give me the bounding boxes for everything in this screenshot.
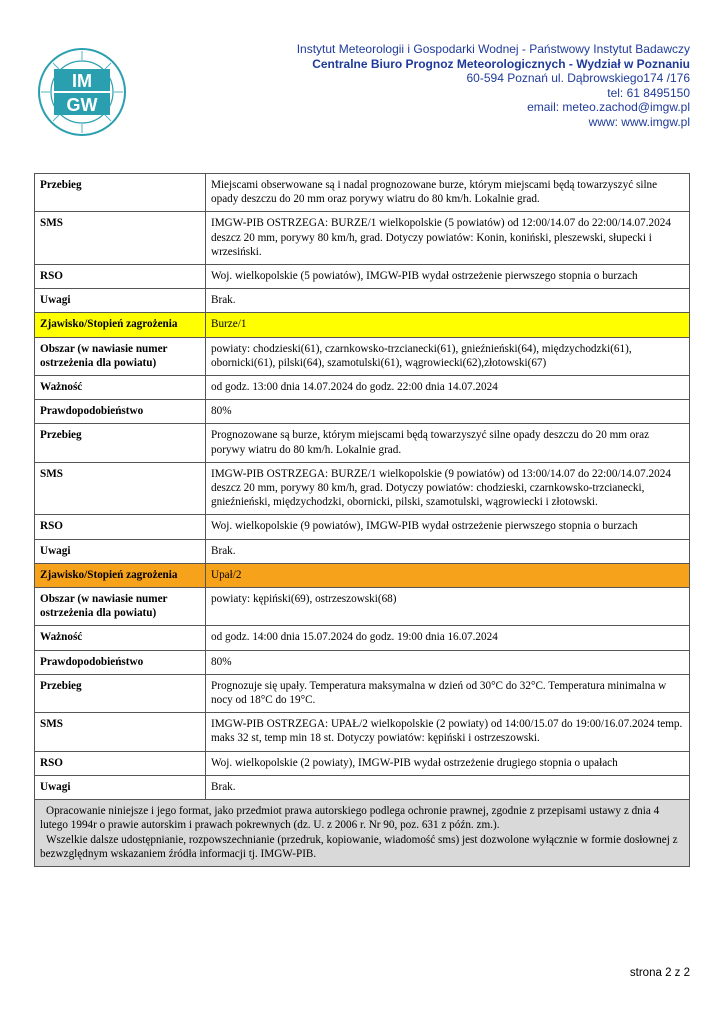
- phone: tel: 61 8495150: [607, 85, 690, 100]
- website: www: www.imgw.pl: [588, 114, 690, 129]
- page-number: strona 2 z 2: [629, 967, 690, 979]
- table-row: [35, 265, 690, 289]
- row-label: Uwagi: [35, 289, 206, 313]
- row-value: Brak.: [206, 775, 690, 799]
- row-label: Obszar (w nawiasie numer ostrzeżenia dla powiatu): [35, 337, 206, 375]
- institute-header: [297, 42, 690, 129]
- row-value: Burze/1: [206, 313, 690, 337]
- table-row: [35, 539, 690, 563]
- copyright-row: [35, 800, 690, 867]
- row-label: Prawdopodobieństwo: [35, 400, 206, 424]
- table-row: [35, 212, 690, 265]
- row-label: Uwagi: [35, 775, 206, 799]
- table-row: [35, 424, 690, 462]
- copyright-line-2: Wszelkie dalsze udostępnianie, rozpowszechnianie (przedruk, kopiowanie, wiadomość sms) jest dozwolone wyłącznie w formie dosłownej z bezwzględnym wskazaniem źródła informacji tj. IMGW-PIB.: [40, 833, 678, 860]
- row-label: RSO: [35, 515, 206, 539]
- email: email: meteo.zachod@imgw.pl: [527, 100, 690, 114]
- row-label: Obszar (w nawiasie numer ostrzeżenia dla powiatu): [35, 588, 206, 626]
- institute-name: Instytut Meteorologii i Gospodarki Wodnej - Państwowy Instytut Badawczy: [296, 42, 690, 56]
- row-label: Przebieg: [35, 174, 206, 212]
- row-value: Miejscami obserwowane są i nadal prognozowane burze, którym miejscami będą towarzyszyć silne opady deszczu do 20 mm oraz porywy wiatru do 80 km/h. Lokalnie grad.: [206, 174, 690, 212]
- row-value: Brak.: [206, 289, 690, 313]
- row-label: SMS: [35, 713, 206, 751]
- table-row: [35, 775, 690, 799]
- table-row: [35, 462, 690, 515]
- row-label: SMS: [35, 212, 206, 265]
- row-value: Prognozuje się upały. Temperatura maksymalna w dzień od 30°C do 32°C. Temperatura minimalna w nocy od 18°C do 19°C.: [206, 674, 690, 712]
- row-value: IMGW-PIB OSTRZEGA: BURZE/1 wielkopolskie (5 powiatów) od 12:00/14.07 do 22:00/14.07.2024 deszcz 20 mm, porywy 80 km/h, grad. Dotyczy powiatów: Konin, koniński, pleszewski, słupecki i wrzesiński.: [206, 212, 690, 265]
- row-label: Uwagi: [35, 539, 206, 563]
- row-value: od godz. 13:00 dnia 14.07.2024 do godz. 22:00 dnia 14.07.2024: [206, 376, 690, 400]
- row-label: Prawdopodobieństwo: [35, 650, 206, 674]
- row-value: od godz. 14:00 dnia 15.07.2024 do godz. 19:00 dnia 16.07.2024: [206, 626, 690, 650]
- row-label: Zjawisko/Stopień zagrożenia: [35, 313, 206, 337]
- row-value: Upał/2: [206, 563, 690, 587]
- row-value: 80%: [206, 650, 690, 674]
- table-row: [35, 751, 690, 775]
- row-label: Ważność: [35, 626, 206, 650]
- row-value: Brak.: [206, 539, 690, 563]
- copyright-notice: [35, 800, 690, 867]
- row-value: Woj. wielkopolskie (5 powiatów), IMGW-PIB wydał ostrzeżenie pierwszego stopnia o burzach: [206, 265, 690, 289]
- table-row: [35, 650, 690, 674]
- row-value: IMGW-PIB OSTRZEGA: UPAŁ/2 wielkopolskie (2 powiaty) od 14:00/15.07 do 19:00/16.07.2024 temp. maks 32 st, temp min 18 st. Dotyczy powiatów: kępiński i ostrzeszowski.: [206, 713, 690, 751]
- row-value: powiaty: chodzieski(61), czarnkowsko-trzcianecki(61), gnieźnieński(64), międzychodzki(61), obornicki(61), pilski(64), szamotulski(61), wągrowiecki(62),złotowski(67): [206, 337, 690, 375]
- row-label: Przebieg: [35, 674, 206, 712]
- row-value: 80%: [206, 400, 690, 424]
- table-row: [35, 626, 690, 650]
- table-row: [35, 515, 690, 539]
- table-row: [35, 376, 690, 400]
- row-label: RSO: [35, 751, 206, 775]
- table-row: [35, 713, 690, 751]
- warnings-table: [34, 173, 690, 867]
- row-value: Woj. wielkopolskie (2 powiaty), IMGW-PIB wydał ostrzeżenie drugiego stopnia o upałach: [206, 751, 690, 775]
- logo-text-bottom: GW: [66, 95, 98, 115]
- table-row: [35, 588, 690, 626]
- row-label: Przebieg: [35, 424, 206, 462]
- row-value: Prognozowane są burze, którym miejscami będą towarzyszyć silne opady deszczu do 20 mm oraz porywy wiatru do 80 km/h. Lokalnie grad.: [206, 424, 690, 462]
- hazard-row-heat: [35, 563, 690, 587]
- row-value: powiaty: kępiński(69), ostrzeszowski(68): [206, 588, 690, 626]
- row-value: Woj. wielkopolskie (9 powiatów), IMGW-PIB wydał ostrzeżenie pierwszego stopnia o burzach: [206, 515, 690, 539]
- copyright-line-1: Opracowanie niniejsze i jego format, jako przedmiot prawa autorskiego podlega ochronie prawnej, zgodnie z przepisami ustawy z dnia 4 lutego 1994r o prawie autorskim i prawach pokrewnych (dz. U. z 2006 r. Nr 90, poz. 631 z późn. zm.).: [40, 805, 660, 832]
- table-row: [35, 289, 690, 313]
- row-label: Zjawisko/Stopień zagrożenia: [35, 563, 206, 587]
- table-row: [35, 674, 690, 712]
- row-label: SMS: [35, 462, 206, 515]
- table-row: [35, 400, 690, 424]
- row-value: IMGW-PIB OSTRZEGA: BURZE/1 wielkopolskie (9 powiatów) od 13:00/14.07 do 22:00/14.07.2024 deszcz 20 mm, porywy 80 km/h, grad. Dotyczy powiatów: chodzieski, czarnkowsko-trzcianecki, gnieźnieński, międzychodzki, obornicki, pilski, szamotulski, wągrowiecki i złotowski.: [206, 462, 690, 515]
- imgw-logo: [37, 47, 127, 137]
- table-row: [35, 337, 690, 375]
- row-label: RSO: [35, 265, 206, 289]
- logo-text-top: IM: [72, 71, 92, 91]
- bureau-name: Centralne Biuro Prognoz Meteorologicznych - Wydział w Poznaniu: [312, 56, 690, 71]
- hazard-row-storm: [35, 313, 690, 337]
- address: 60-594 Poznań ul. Dąbrowskiego174 /176: [466, 71, 690, 85]
- table-row: [35, 174, 690, 212]
- row-label: Ważność: [35, 376, 206, 400]
